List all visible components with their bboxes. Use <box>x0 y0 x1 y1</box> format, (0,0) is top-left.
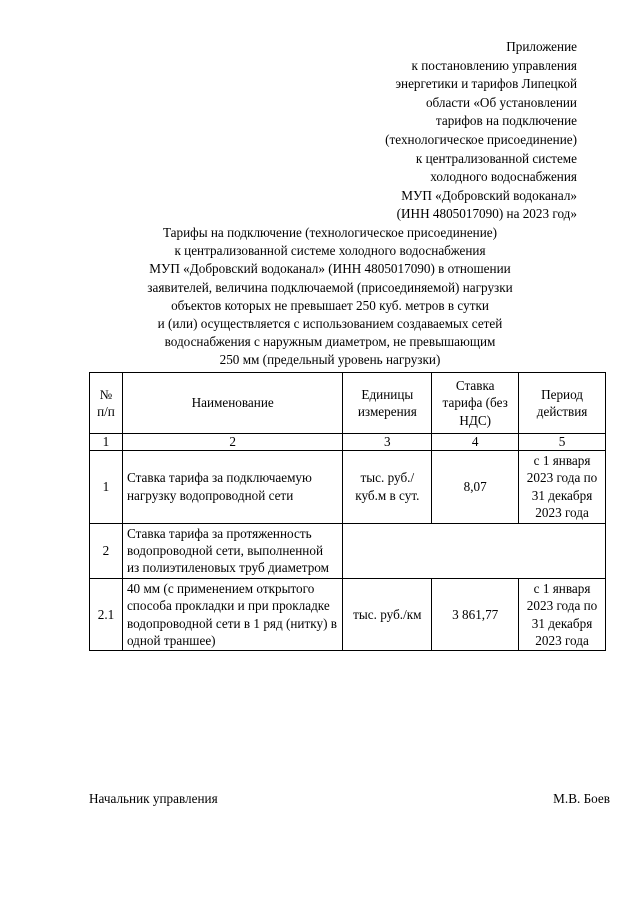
column-number: 2 <box>122 434 342 451</box>
appendix-line: тарифов на подключение <box>435 113 577 129</box>
document-title <box>60 224 600 370</box>
table-header-row <box>90 373 606 434</box>
appendix-block <box>317 38 577 224</box>
header-num: № п/п <box>90 373 123 434</box>
appendix-line: (ИНН 4805017090) на 2023 год» <box>396 206 577 222</box>
title-line: заявителей, величина подключаемой (присоединяемой) нагрузки <box>147 279 513 295</box>
appendix-line: области «Об установлении <box>425 94 577 110</box>
row-period: с 1 января 2023 года по 31 декабря 2023 года <box>519 578 606 651</box>
row-num: 2 <box>90 523 123 578</box>
signer-name: М.В. Боев <box>553 791 610 806</box>
signer-position: Начальник управления <box>89 791 218 806</box>
tariff-table <box>89 372 606 651</box>
signature-footer <box>89 791 610 807</box>
row-name: 40 мм (с применением открытого способа прокладки и при прокладке водопроводной сети в 1 ряд (нитку) в одной траншее) <box>122 578 342 651</box>
row-units: тыс. руб./ куб.м в сут. <box>343 451 432 524</box>
title-line: Тарифы на подключение (технологическое присоединение) <box>162 225 498 240</box>
appendix-line: к постановлению управления <box>411 57 577 73</box>
appendix-line: Приложение <box>506 39 577 54</box>
row-name: Ставка тарифа за подключаемую нагрузку водопроводной сети <box>122 451 342 524</box>
row-rate: 8,07 <box>432 451 519 524</box>
column-number-row <box>90 434 606 451</box>
title-line: водоснабжения с наружным диаметром, не превышающим <box>164 334 496 350</box>
header-name: Наименование <box>122 373 342 434</box>
appendix-line: холодного водоснабжения <box>430 169 577 185</box>
table-row <box>90 578 606 651</box>
column-number: 3 <box>343 434 432 451</box>
row-period: с 1 января 2023 года по 31 декабря 2023 года <box>519 451 606 524</box>
title-line: МУП «Добровский водоканал» (ИНН 4805017090) в отношении <box>149 261 511 277</box>
header-units: Единицы измерения <box>343 373 432 434</box>
title-line: к централизованной системе холодного водоснабжения <box>174 243 486 259</box>
appendix-line: энергетики и тарифов Липецкой <box>395 76 577 92</box>
row-units: тыс. руб./км <box>343 578 432 651</box>
title-line: объектов которых не превышает 250 куб. метров в сутки <box>171 297 489 313</box>
row-name: Ставка тарифа за протяженность водопроводной сети, выполненной из полиэтиленовых труб диаметром <box>122 523 342 578</box>
column-number: 5 <box>519 434 606 451</box>
row-rate: 3 861,77 <box>432 578 519 651</box>
row-empty-merged <box>343 523 606 578</box>
appendix-line: к централизованной системе <box>415 150 577 166</box>
title-line: 250 мм (предельный уровень нагрузки) <box>219 352 441 368</box>
title-line: и (или) осуществляется с использованием создаваемых сетей <box>157 316 503 332</box>
appendix-line: (технологическое присоединение) <box>385 131 577 147</box>
column-number: 1 <box>90 434 123 451</box>
table-row <box>90 451 606 524</box>
appendix-line: МУП «Добровский водоканал» <box>401 187 577 203</box>
row-num: 2.1 <box>90 578 123 651</box>
column-number: 4 <box>432 434 519 451</box>
header-period: Период действия <box>519 373 606 434</box>
header-rate: Ставка тарифа (без НДС) <box>432 373 519 434</box>
row-num: 1 <box>90 451 123 524</box>
table-row <box>90 523 606 578</box>
